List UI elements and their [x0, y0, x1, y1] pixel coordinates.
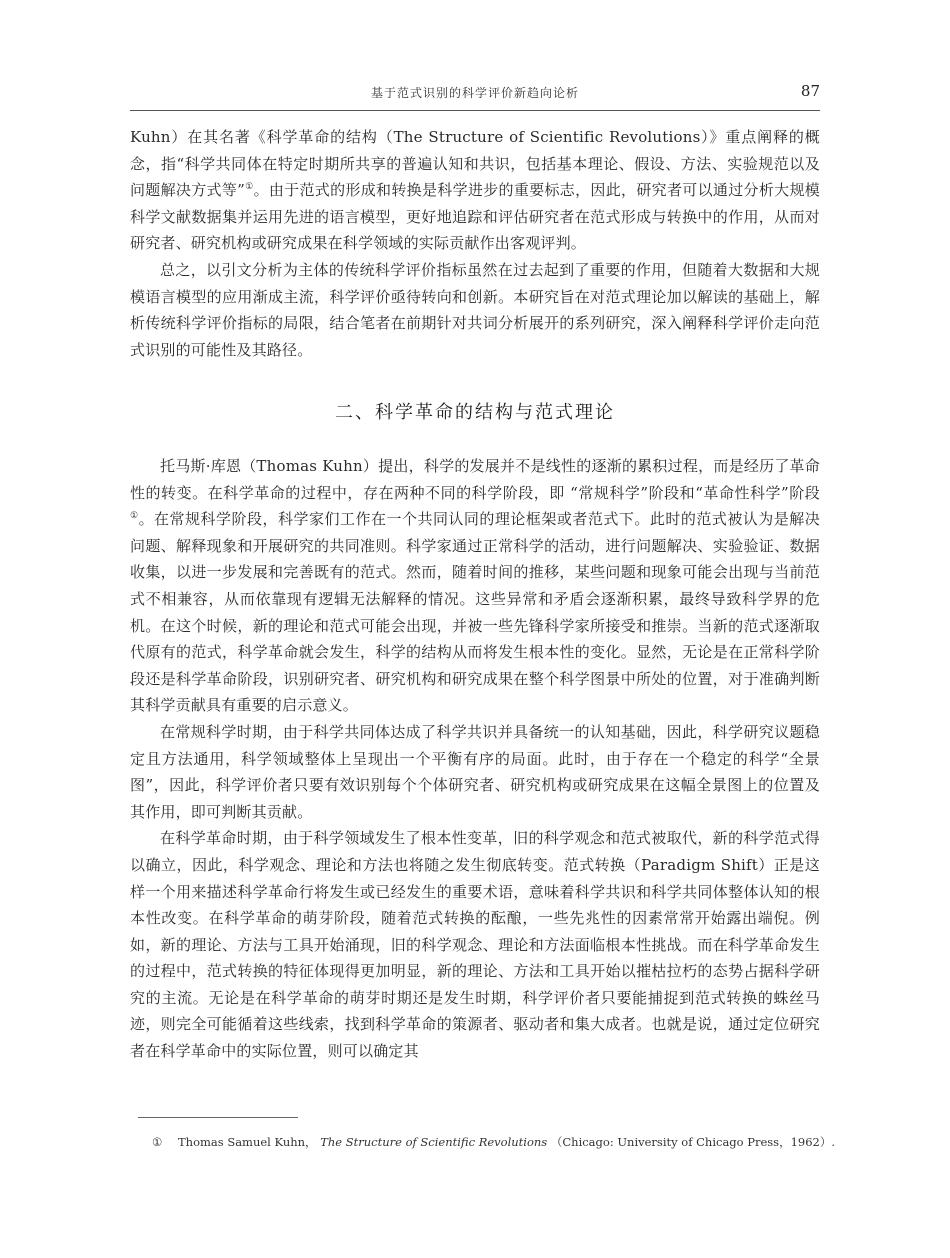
footnote-reference[interactable]: ① — [130, 511, 139, 522]
footnote-book-title: The Structure of Scientific Revolutions — [320, 1135, 548, 1149]
paragraph — [130, 719, 820, 825]
intro-text-block — [130, 124, 820, 363]
running-title: 基于范式识别的科学评价新趋向论析 — [370, 86, 579, 100]
footnote — [152, 1134, 836, 1150]
footnote-rule — [138, 1117, 298, 1118]
footnote-publication: （Chicago: University of Chicago Press，1962）. — [550, 1135, 836, 1149]
page-number: 87 — [800, 82, 820, 100]
paragraph — [130, 453, 820, 719]
paragraph — [130, 257, 820, 363]
paragraph-text: 总之，以引文分析为主体的传统科学评价指标虽然在过去起到了重要的作用，但随着大数据和大规模语言模型的应用渐成主流，科学评价亟待转向和创新。本研究旨在对范式理论加以解读的基础上，解析传统科学评价指标的局限，结合笔者在前期针对共词分析展开的系列研究，深入阐释科学评价走向范式识别的可能性及其路径。 — [130, 260, 820, 359]
footnote-mark: ① — [152, 1135, 163, 1149]
footnote-reference[interactable]: ① — [245, 182, 254, 193]
section-heading: 二、科学革命的结构与范式理论 — [335, 402, 615, 423]
paragraph-text: 。由于范式的形成和转换是科学进步的重要标志，因此，研究者可以通过分析大规模科学文献数据集并运用先进的语言模型，更好地追踪和评估研究者在范式形成与转换中的作用，从而对研究者、研究机构或研究成果在科学领域的实际贡献作出客观评判。 — [130, 181, 820, 253]
paragraph-text: 托马斯·库恩（Thomas Kuhn）提出，科学的发展并不是线性的逐渐的累积过程，而是经历了革命性的转变。在科学革命的过程中，存在两种不同的科学阶段，即 “常规科学”阶段和“革命性科学”阶段 — [130, 457, 820, 502]
paragraph-text: 在常规科学时期，由于科学共同体达成了科学共识并具备统一的认知基础，因此，科学研究议题稳定且方法通用，科学领域整体上呈现出一个平衡有序的局面。此时，由于存在一个稳定的科学“全景图”，因此，科学评价者只要有效识别每个个体研究者、研究机构或研究成果在这幅全景图上的位置及其作用，即可判断其贡献。 — [130, 722, 820, 821]
header-rule — [130, 110, 820, 111]
paragraph-text: Kuhn）在其名著《科学革命的结构（The Structure of Scientific Revolutions）》重点阐释的概念，指“科学共同体在特定时期所共享的普遍认知和共识，包括基本理论、假设、方法、实验规范以及问题解决方式等” — [130, 128, 820, 200]
running-head — [130, 84, 820, 110]
paragraph-text: 在科学革命时期，由于科学领域发生了根本性变革，旧的科学观念和范式被取代，新的科学范式得以确立，因此，科学观念、理论和方法也将随之发生彻底转变。范式转换（Paradigm Shift）正是这样一个用来描述科学革命行将发生或已经发生的重要术语，意味着科学共识和科学共同体整体认知的根本性改变。在科学革命的萌芽阶段，随着范式转换的酝酿，一些先兆性的因素常常开始露出端倪。例如，新的理论、方法与工具开始涌现，旧的科学观念、理论和方法面临根本性挑战。而在科学革命发生的过程中，范式转换的特征体现得更加明显，新的理论、方法和工具开始以摧枯拉朽的态势占据科学研究的主流。无论是在科学革命的萌芽时期还是发生时期，科学评价者只要能捕捉到范式转换的蛛丝马迹，则完全可能循着这些线索，找到科学革命的策源者、驱动者和集大成者。也就是说，通过定位研究者在科学革命中的实际位置，则可以确定其 — [130, 829, 820, 1061]
paragraph — [130, 825, 820, 1064]
section-text-block — [130, 453, 820, 1065]
footnote-author: Thomas Samuel Kuhn， — [178, 1135, 317, 1149]
paragraph-text: 。在常规科学阶段，科学家们工作在一个共同认同的理论框架或者范式下。此时的范式被认为是解决问题、解释现象和开展研究的共同准则。科学家通过正常科学的活动，进行问题解决、实验验证、数据收集，以进一步发展和完善既有的范式。然而，随着时间的推移，某些问题和现象可能会出现与当前范式不相兼容，从而依靠现有逻辑无法解释的情况。这些异常和矛盾会逐渐积累，最终导致科学界的危机。在这个时候，新的理论和范式可能会出现，并被一些先锋科学家所接受和推崇。当新的范式逐渐取代原有的范式，科学革命就会发生，科学的结构从而将发生根本性的变化。显然，无论是在正常科学阶段还是科学革命阶段，识别研究者、研究机构和研究成果在整个科学图景中所处的位置，对于准确判断其科学贡献具有重要的启示意义。 — [130, 510, 820, 715]
paragraph-continued — [130, 124, 820, 257]
